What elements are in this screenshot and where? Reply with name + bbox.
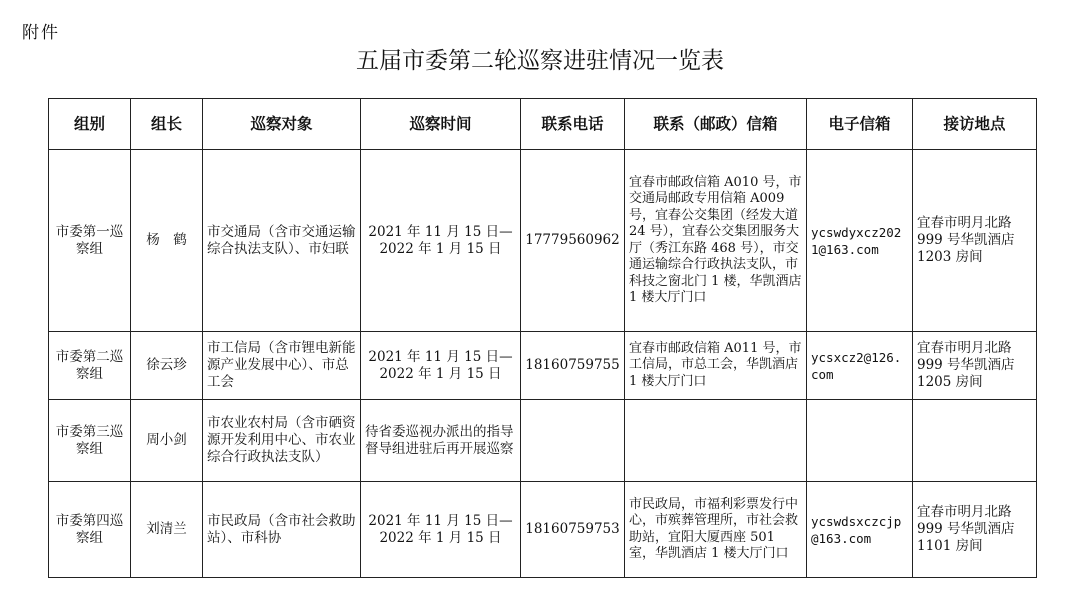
cell-mailbox <box>625 400 807 482</box>
cell-leader: 杨 鹤 <box>131 150 203 332</box>
table-row <box>49 332 1037 400</box>
cell-email <box>807 400 913 482</box>
header-time: 巡察时间 <box>361 99 521 150</box>
table-row <box>49 482 1037 578</box>
cell-target: 市交通局（含市交通运输综合执法支队）、市妇联 <box>203 150 361 332</box>
cell-phone: 17779560962 <box>521 150 625 332</box>
cell-group: 市委第二巡察组 <box>49 332 131 400</box>
header-email: 电子信箱 <box>807 99 913 150</box>
cell-phone: 18160759755 <box>521 332 625 400</box>
header-mailbox: 联系（邮政）信箱 <box>625 99 807 150</box>
cell-location: 宜春市明月北路 999 号华凯酒店 1101 房间 <box>913 482 1037 578</box>
table-row <box>49 400 1037 482</box>
header-phone: 联系电话 <box>521 99 625 150</box>
cell-location: 宜春市明月北路 999 号华凯酒店 1203 房间 <box>913 150 1037 332</box>
header-group: 组别 <box>49 99 131 150</box>
cell-email: ycswdyxcz2021@163.com <box>807 150 913 332</box>
cell-time: 2021 年 11 月 15 日—2022 年 1 月 15 日 <box>361 150 521 332</box>
cell-target: 市工信局（含市锂电新能源产业发展中心）、市总工会 <box>203 332 361 400</box>
cell-target: 市农业农村局（含市硒资源开发利用中心、市农业综合行政执法支队） <box>203 400 361 482</box>
cell-target: 市民政局（含市社会救助站）、市科协 <box>203 482 361 578</box>
cell-email: ycswdsxczcjp@163.com <box>807 482 913 578</box>
cell-location: 宜春市明月北路 999 号华凯酒店 1205 房间 <box>913 332 1037 400</box>
table-row <box>49 150 1037 332</box>
header-target: 巡察对象 <box>203 99 361 150</box>
cell-group: 市委第一巡察组 <box>49 150 131 332</box>
cell-time: 待省委巡视办派出的指导督导组进驻后再开展巡察 <box>361 400 521 482</box>
cell-phone: 18160759753 <box>521 482 625 578</box>
cell-email: ycsxcz2@126.com <box>807 332 913 400</box>
cell-time: 2021 年 11 月 15 日—2022 年 1 月 15 日 <box>361 332 521 400</box>
cell-location <box>913 400 1037 482</box>
cell-group: 市委第三巡察组 <box>49 400 131 482</box>
page-title: 五届市委第二轮巡察进驻情况一览表 <box>356 48 724 74</box>
cell-mailbox: 市民政局，市福利彩票发行中心，市殡葬管理所，市社会救助站，宜阳大厦西座 501 室，华凯酒店 1 楼大厅门口 <box>625 482 807 578</box>
attachment-label: 附件 <box>22 23 60 43</box>
cell-leader: 周小剑 <box>131 400 203 482</box>
cell-phone <box>521 400 625 482</box>
header-leader: 组长 <box>131 99 203 150</box>
table-header-row <box>49 99 1037 150</box>
cell-mailbox: 宜春市邮政信箱 A011 号，市工信局，市总工会，华凯酒店 1 楼大厅门口 <box>625 332 807 400</box>
inspection-table <box>48 98 1037 578</box>
cell-leader: 徐云珍 <box>131 332 203 400</box>
cell-mailbox: 宜春市邮政信箱 A010 号，市交通局邮政专用信箱 A009 号，宜春公交集团（经发大道 24 号），宜春公交集团服务大厅（秀江东路 468 号），市交通运输综合行政执法支队，市科技之窗北门 1 楼，华凯酒店 1 楼大厅门口 <box>625 150 807 332</box>
header-location: 接访地点 <box>913 99 1037 150</box>
cell-leader: 刘清兰 <box>131 482 203 578</box>
cell-group: 市委第四巡察组 <box>49 482 131 578</box>
cell-time: 2021 年 11 月 15 日—2022 年 1 月 15 日 <box>361 482 521 578</box>
